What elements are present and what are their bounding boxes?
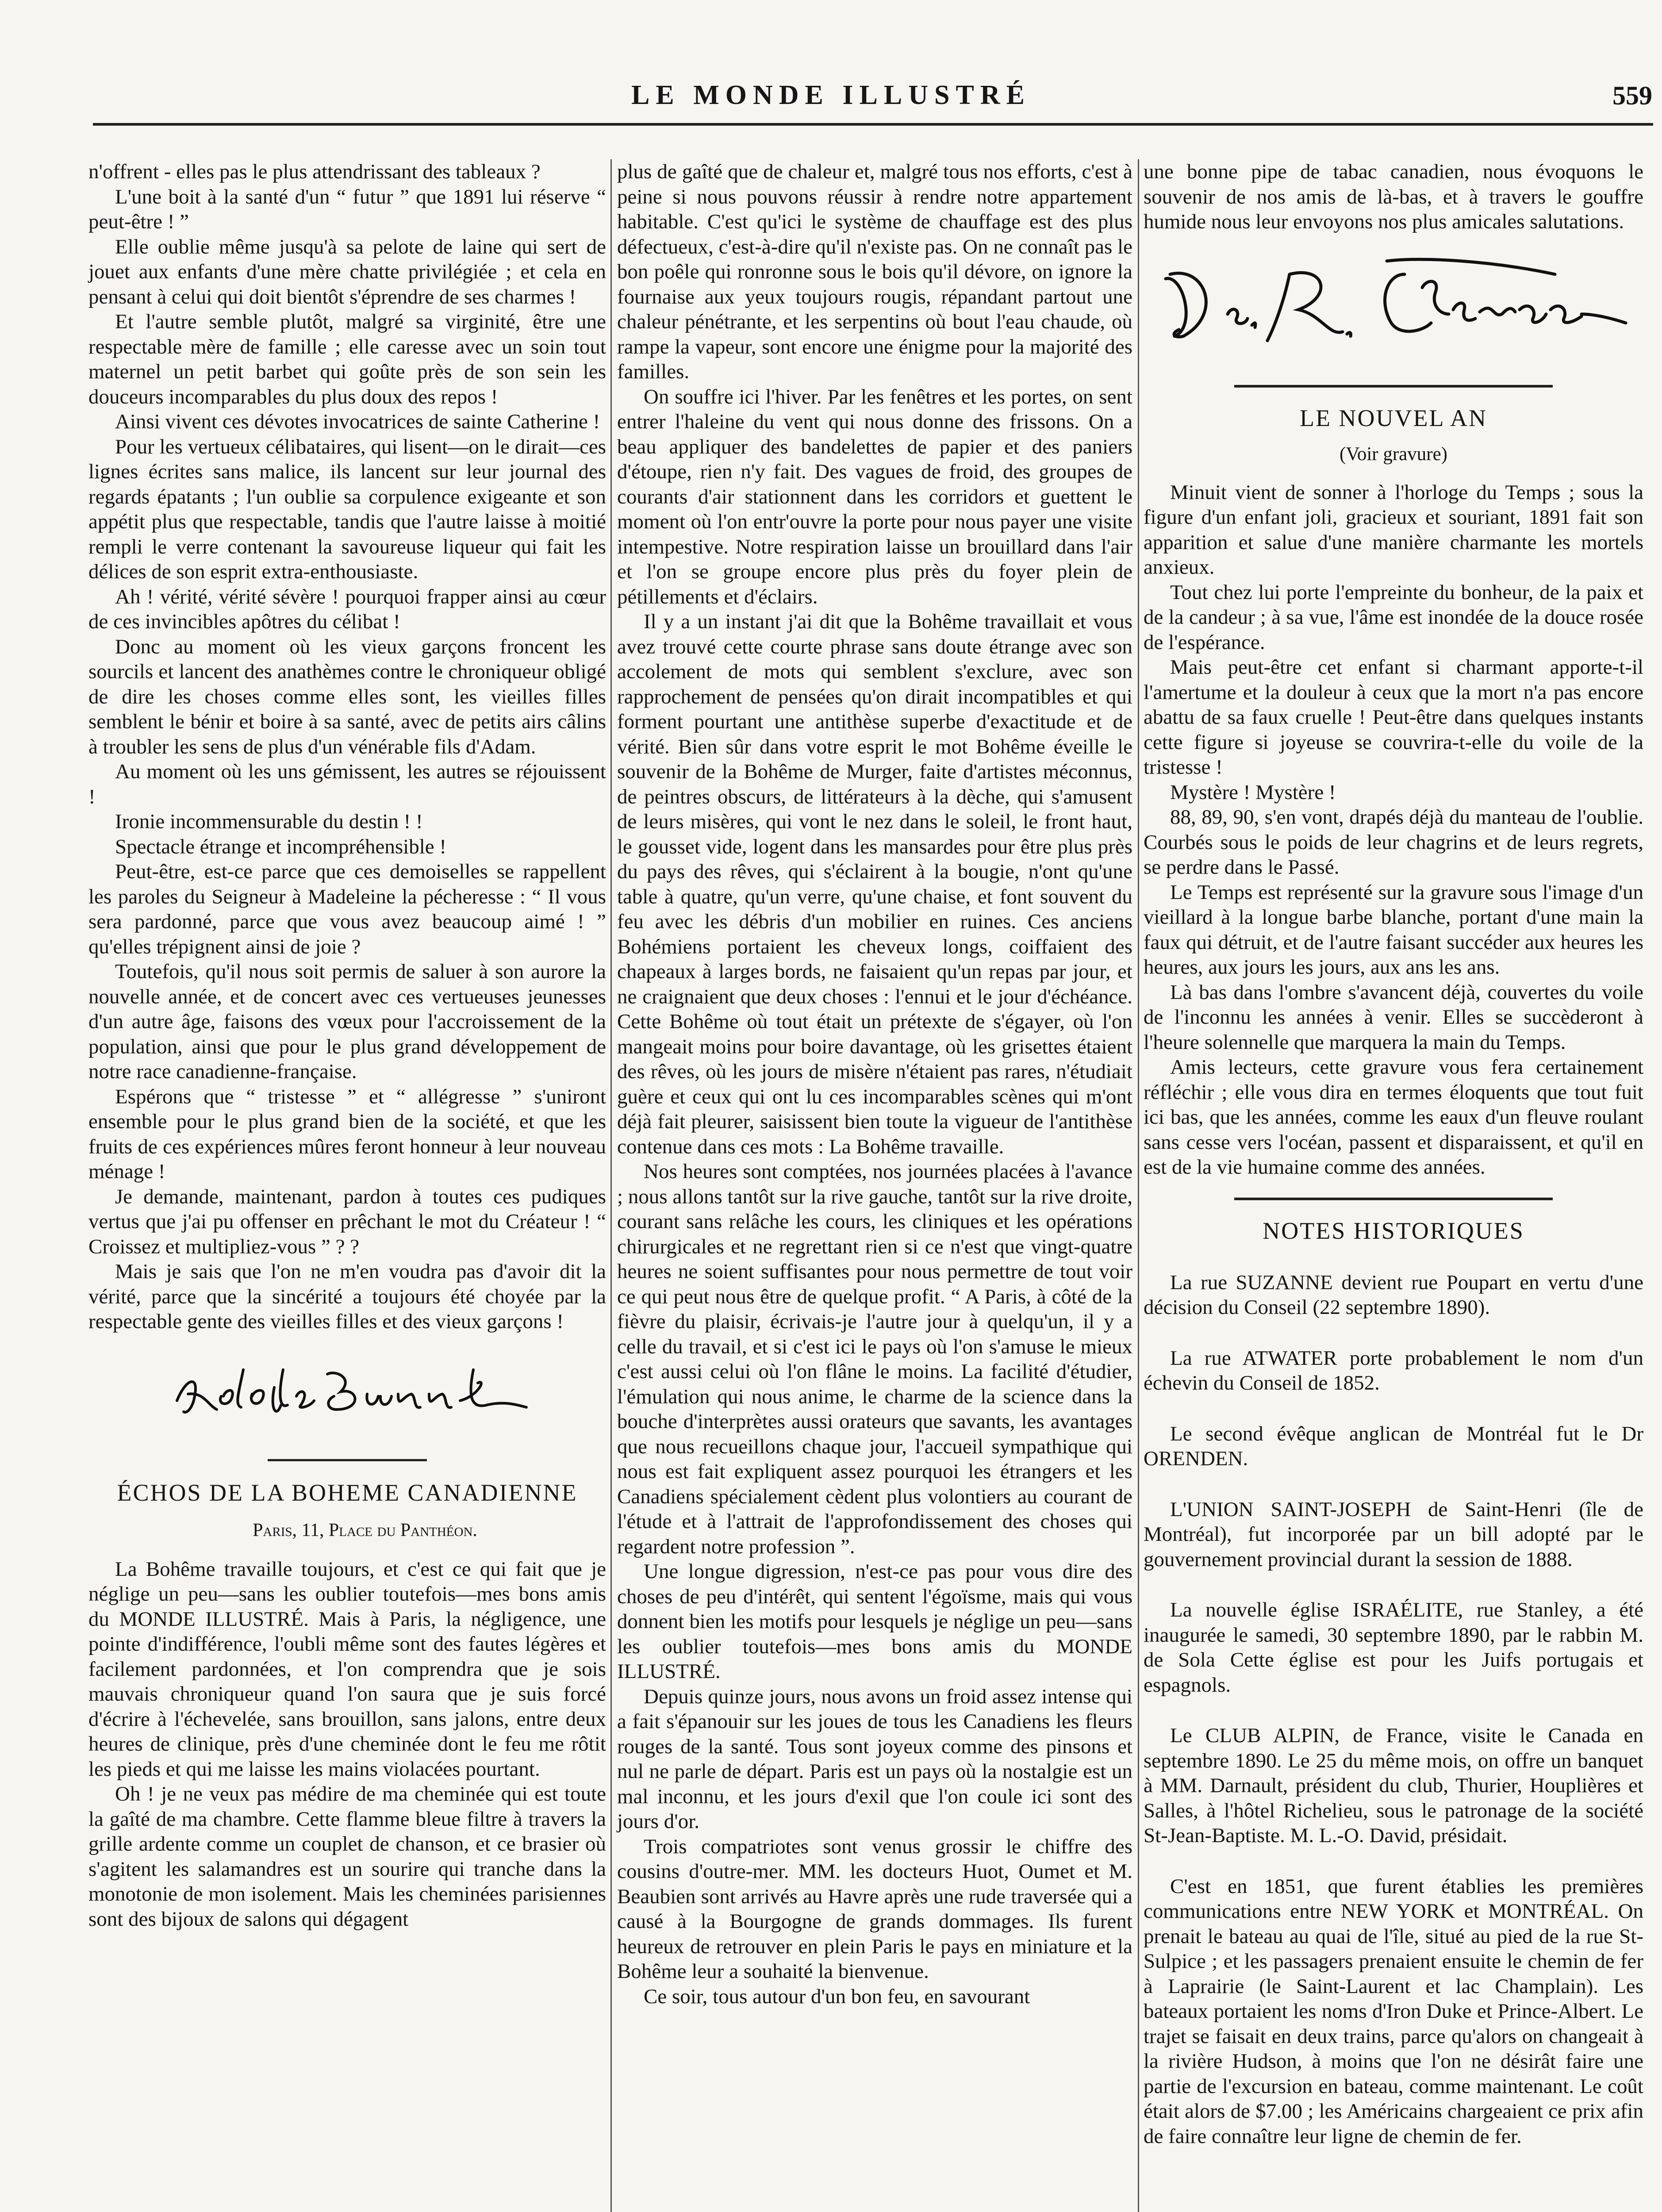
note-paragraph: La nouvelle église ISRAÉLITE, rue Stanley, a été inaugurée le samedi, 30 septembre 1890, par le rabbin M. de Sola Cette église est pour les Juifs portugais et espagnols.	[1144, 1598, 1643, 1697]
paragraph: plus de gaîté que de chaleur et, malgré tous nos efforts, c'est à peine si nous pouvons réussir à rendre notre appartement habitable. C'est qu'ici le système de chauffage est des plus défectueux, c'est-à-dire qu'il n'existe pas. On ne connaît pas le bon poêle qui ronronne sous le bois qu'il dévore, on ignore la fournaise aux yeux toujours rougis, répandant partout une chaleur pénétrante, et les serpentins où bout l'eau chaude, où rampe la vapeur, sont encore une énigme pour la majorité des familles.	[617, 160, 1132, 383]
paragraph: Elle oublie même jusqu'à sa pelote de laine qui sert de jouet aux enfants d'une mère chatte privilégiée ; et cela en pensant à celui qui doit bientôt s'éprendre de ses charmes !	[88, 235, 606, 308]
dateline: Paris, 11, Place du Panthéon.	[253, 1520, 477, 1540]
column-3	[1144, 159, 1643, 2149]
paragraph: Mystère ! Mystère !	[1170, 780, 1336, 804]
handwritten-signature-image	[1157, 248, 1635, 363]
column-divider	[610, 159, 612, 2212]
masthead: LE MONDE ILLUSTRÉ	[631, 80, 1031, 110]
paragraph: Espérons que “ tristesse ” et “ allégresse ” s'uniront ensemble pour le plus grand bien de la société, et que les fruits de ces expériences mûres feront honneur à leur nouveau ménage !	[88, 1085, 606, 1183]
paragraph: Ce soir, tous autour d'un bon feu, en savourant	[644, 1985, 1030, 2008]
note-paragraph: C'est en 1851, que furent établies les premières communications entre NEW YORK et MONTRÉAL. On prenait le bateau au quai de l'île, situé au pied de la rue St-Sulpice ; et les passagers prenaient ensuite le chemin de fer à Laprairie (le Saint-Laurent et lac Champlain). Les bateaux portaient les noms d'Iron Duke et Prince-Albert. Le trajet se faisait en deux trains, parce qu'alors on changeait à la rivière Hudson, à moins que l'on ne désirât faire une partie de l'excursion en bateau, comme maintenant. Le coût était alors de $7.00 ; les Américains chargeaient ce prix afin de faire connaître leur ligne de chemin de fer.	[1144, 1874, 1643, 2148]
signature-chevrier	[1144, 234, 1643, 367]
paragraph: Minuit vient de sonner à l'horloge du Temps ; sous la figure d'un enfant joli, gracieux et souriant, 1891 fait son apparition et salue d'une manière charmante les mortels anxieux.	[1144, 480, 1643, 579]
paragraph: On souffre ici l'hiver. Par les fenêtres et les portes, on sent entrer l'haleine du vent qui nous donne des frissons. On a beau appliquer des bandelettes de papier et des paniers d'étoupe, rien n'y fait. Des vagues de froid, des groupes de courants d'air stationnent dans les corridors et guettent le moment où l'on entr'ouvre la porte pour nous payer une visite intempestive. Notre respiration laisse un brouillard dans l'air et l'on se groupe encore plus près du foyer plein de pétillements et d'éclairs.	[617, 385, 1132, 608]
paragraph: Là bas dans l'ombre s'avancent déjà, couvertes du voile de l'inconnu les années à venir. Elles se succèderont à l'heure solennelle que marquera la main du Temps.	[1144, 980, 1643, 1054]
paragraph: Tout chez lui porte l'empreinte du bonheur, de la paix et de la candeur ; à sa vue, l'âme est inondée de la douce rosée de l'espérance.	[1144, 580, 1643, 654]
paragraph: Mais je sais que l'on ne m'en voudra pas d'avoir dit la vérité, parce que la sincérité a toujours été choyée par la respectable gente des vieilles filles et des vieux garçons !	[88, 1260, 606, 1333]
note-paragraph: Le second évêque anglican de Montréal fut le Dr ORENDEN.	[1144, 1422, 1643, 1470]
column-divider	[1138, 159, 1139, 2212]
paragraph: Nos heures sont comptées, nos journées placées à l'avance ; nous allons tantôt sur la rive gauche, tantôt sur la rive droite, courant sans relâche les cours, les cliniques et les opérations chirurgicales et ne regrettant rien si ce n'est que vingt-quatre heures ne soient suffisantes pour nous permettre de tout voir ce qui peut nous être de quelque profit. “ A Paris, à côté de la fièvre du plaisir, écrivais-je l'autre jour à quelqu'un, il y a celle du travail, et si c'est ici le pays où l'on s'amuse le mieux c'est aussi celui où l'on flâne le moins. La facilité d'étudier, l'émulation qui nous anime, le charme de la science dans la bouche d'interprètes aussi orateurs que savants, les avantages que nous recueillons chaque jour, l'accueil sympathique qui nous est fait expliquent assez pourquoi les étrangers et les Canadiens spécialement cèdent plus volontiers au courant de l'étude et à l'attrait de l'approfondissement des choses qui regardent notre profession ”.	[617, 1160, 1132, 1558]
paragraph: La Bohême travaille toujours, et c'est ce qui fait que je néglige un peu—sans les oublier toutefois—mes bons amis du MONDE ILLUSTRÉ. Mais à Paris, la négligence, une pointe d'indifférence, l'oubli même sont des fautes légères et facilement pardonnées, et l'on comprendra que je sois mauvais chroniqueur quand l'on saura que je suis forcé d'écrire à l'échevelée, sans brouillon, sans jalons, entre deux heures de clinique, près d'une cheminée dont le feu me rôtit les pieds et qui me laisse les mains violacées pourtant.	[88, 1557, 606, 1781]
note-paragraph: L'UNION SAINT-JOSEPH de Saint-Henri (île de Montréal), fut incorporée par un bill adopté par le gouvernement provincial durant la session de 1888.	[1144, 1498, 1643, 1571]
section-subtitle: (Voir gravure)	[1340, 443, 1447, 465]
signature-brunet	[88, 1334, 606, 1436]
section-rule	[268, 1459, 427, 1461]
paragraph: Peut-être, est-ce parce que ces demoiselles se rappellent les paroles du Seigneur à Madeleine la pécheresse : “ Il vous sera pardonné, parce que vous avez beaucoup aimé ! ” qu'elles trépignent ainsi de joie ?	[88, 860, 606, 958]
note-paragraph: La rue SUZANNE devient rue Poupart en vertu d'une décision du Conseil (22 septembre 1890).	[1144, 1271, 1643, 1319]
section-rule	[1234, 1198, 1553, 1200]
paragraph: Toutefois, qu'il nous soit permis de saluer à son aurore la nouvelle année, et de concert avec ces vertueuses jeunesses d'un autre âge, faisons des vœux pour l'accroissement de la population, ainsi que pour le plus grand développement de notre race canadienne-française.	[88, 960, 606, 1083]
page-header	[0, 75, 1662, 133]
header-rule	[93, 123, 1653, 126]
paragraph: Au moment où les uns gémissent, les autres se réjouissent !	[88, 760, 606, 808]
handwritten-signature-image	[168, 1352, 531, 1440]
paragraph: Ironie incommensurable du destin ! !	[115, 810, 423, 833]
paragraph: Et l'autre semble plutôt, malgré sa virginité, être une respectable mère de famille ; elle caresse avec un soin tout maternel un petit barbet qui goûte près de son sein les douceurs incomparables du plus doux des repos !	[88, 310, 606, 408]
paragraph: Ah ! vérité, vérité sévère ! pourquoi frapper ainsi au cœur de ces invincibles apôtres du célibat !	[88, 585, 606, 633]
section-rule	[1234, 385, 1553, 388]
paragraph: Pour les vertueux célibataires, qui lisent—on le dirait—ces lignes écrites sans malice, ils lancent sur leur journal des regards épatants ; l'un oublie sa corpulence exigeante et son appétit plus que respectable, tandis que l'autre laisse à moitié rempli le verre contenant la savoureuse liqueur qui fait les délices de son esprit extra-enthousiaste.	[88, 435, 606, 583]
paragraph: 88, 89, 90, s'en vont, drapés déjà du manteau de l'oublie. Courbés sous le poids de leur chagrins et de leurs regrets, se perdre dans le Passé.	[1144, 806, 1643, 879]
paragraph: n'offrent - elles pas le plus attendrissant des tableaux ?	[88, 160, 541, 183]
paragraph: Je demande, maintenant, pardon à toutes ces pudiques vertus que j'ai pu offenser en prêchant le mot du Créateur ! “ Croissez et multipliez-vous ” ? ?	[88, 1185, 606, 1258]
note-paragraph: Le CLUB ALPIN, de France, visite le Canada en septembre 1890. Le 25 du même mois, on offre un banquet à MM. Darnault, président du club, Thurier, Houplières et Salles, à l'hôtel Richelieu, sous le patronage de la société St-Jean-Baptiste. M. L.-O. David, présidait.	[1144, 1724, 1643, 1847]
paragraph: une bonne pipe de tabac canadien, nous évoquons le souvenir de nos amis de là-bas, et à travers le gouffre humide nous leur envoyons nos plus amicales salutations.	[1144, 160, 1643, 233]
section-title-nouvel-an: LE NOUVEL AN	[1300, 404, 1487, 431]
paragraph: L'une boit à la santé d'un “ futur ” que 1891 lui réserve “ peut-être ! ”	[88, 185, 606, 233]
paragraph: Depuis quinze jours, nous avons un froid assez intense qui a fait s'épanouir sur les joues de tous les Canadiens les fleurs rouges de la santé. Tous sont joyeux comme des pinsons et nul ne parle de départ. Paris est un pays où la nostalgie est un mal inconnu, et les jours d'exil que l'on coule ici sont des jours d'or.	[617, 1685, 1132, 1833]
paragraph: Trois compatriotes sont venus grossir le chiffre des cousins d'outre-mer. MM. les docteurs Huot, Oumet et M. Beaubien sont arrivés au Havre après une rude traversée qui a causé à la Bourgogne de grands dommages. Ils furent heureux de retrouver en plein Paris le pays en miniature et la Bohême leur a souhaité la bienvenue.	[617, 1835, 1132, 1983]
paragraph: Une longue digression, n'est-ce pas pour vous dire des choses de peu d'intérêt, qui sentent l'égoïsme, mais qui vous donnent bien les motifs pour lesquels je néglige un peu—sans les oublier toutefois—mes bons amis du MONDE ILLUSTRÉ.	[617, 1560, 1132, 1683]
column-1	[88, 159, 606, 1932]
column-2	[617, 159, 1132, 2009]
paragraph: Oh ! je ne veux pas médire de ma cheminée qui est toute la gaîté de ma chambre. Cette flamme bleue filtre à travers la grille ardente comme un couplet de chanson, et ce brasier où s'agitent les salamandres est un sourire qui tranche dans la monotonie de mon isolement. Mais les cheminées parisiennes sont des bijoux de salons qui dégagent	[88, 1782, 606, 1931]
paragraph: Spectacle étrange et incompréhensible !	[115, 835, 447, 858]
paragraph: Il y a un instant j'ai dit que la Bohême travaillait et vous avez trouvé cette courte phrase sans doute étrange avec son accolement de mots qui semblent s'exclure, avec son rapprochement de pensées qu'on dirait incompatibles et qui forment pourtant une antithèse superbe d'exactitude et de vérité. Bien sûr dans votre esprit le mot Bohême éveille le souvenir de la Bohême de Murger, faite d'artistes méconnus, de peintres obscurs, de littérateurs à la dèche, qui s'amusent de leurs misères, qui vont le nez dans le soleil, le front haut, le gousset vide, logent dans les mansardes pour être plus près du pays des rêves, qui s'éclairent à la bougie, n'ont qu'une table à quatre, qu'un verre, qu'une chaise, et font souvent du feu avec les débris d'un mobilier en ruines. Ces anciens Bohémiens portaient les cheveux longs, coiffaient des chapeaux à larges bords, ne faisaient qu'un repas par jour, et ne craignaient que deux choses : l'ennui et le jour d'échéance. Cette Bohême où tout était un prétexte de s'égayer, où l'on mangeait moins pour boire davantage, où les grisettes étaient des rêves, où les jours de misère n'étaient pas rares, n'étudiait guère et ceux qui ont lu ces incomparables scènes qui m'ont déjà fait pleurer, saisissent bien toute la vigueur de l'antithèse contenue dans ces mots : La Bohême travaille.	[617, 610, 1132, 1158]
paragraph: Le Temps est représenté sur la gravure sous l'image d'un vieillard à la longue barbe blanche, portant d'une main la faux qui détruit, et de l'autre faisant succéder aux heures les heures, aux jours les jours, aux ans les ans.	[1144, 880, 1643, 979]
page-number: 559	[1612, 81, 1652, 110]
paragraph: Ainsi vivent ces dévotes invocatrices de sainte Catherine !	[115, 410, 600, 433]
paragraph: Mais peut-être cet enfant si charmant apporte-t-il l'amertume et la douleur à ceux que la mort n'a pas encore abattu de sa faux cruelle ! Peut-être dans quelques instants cette figure si joyeuse se couvrira-t-elle du voile de la tristesse !	[1144, 656, 1643, 779]
section-title-echos: ÉCHOS DE LA BOHEME CANADIENNE	[117, 1479, 578, 1506]
section-title-notes: NOTES HISTORIQUES	[1263, 1217, 1524, 1244]
paragraph: Donc au moment où les vieux garçons froncent les sourcils et lancent des anathèmes contre le chroniqueur obligé de dire les choses comme elles sont, les vieilles filles semblent le bénir et boire à sa santé, avec de petits airs câlins à troubler les sens de plus d'un vénérable fils d'Adam.	[88, 635, 606, 758]
note-paragraph: La rue ATWATER porte probablement le nom d'un échevin du Conseil de 1852.	[1144, 1346, 1643, 1394]
paragraph: Amis lecteurs, cette gravure vous fera certainement réfléchir ; elle vous dira en termes éloquents que tout fuit ici bas, que les années, comme les eaux d'un fleuve roulant sans cesse vers l'océan, passent et disparaissent, et qu'il en est de la vie humaine comme des années.	[1144, 1056, 1643, 1179]
